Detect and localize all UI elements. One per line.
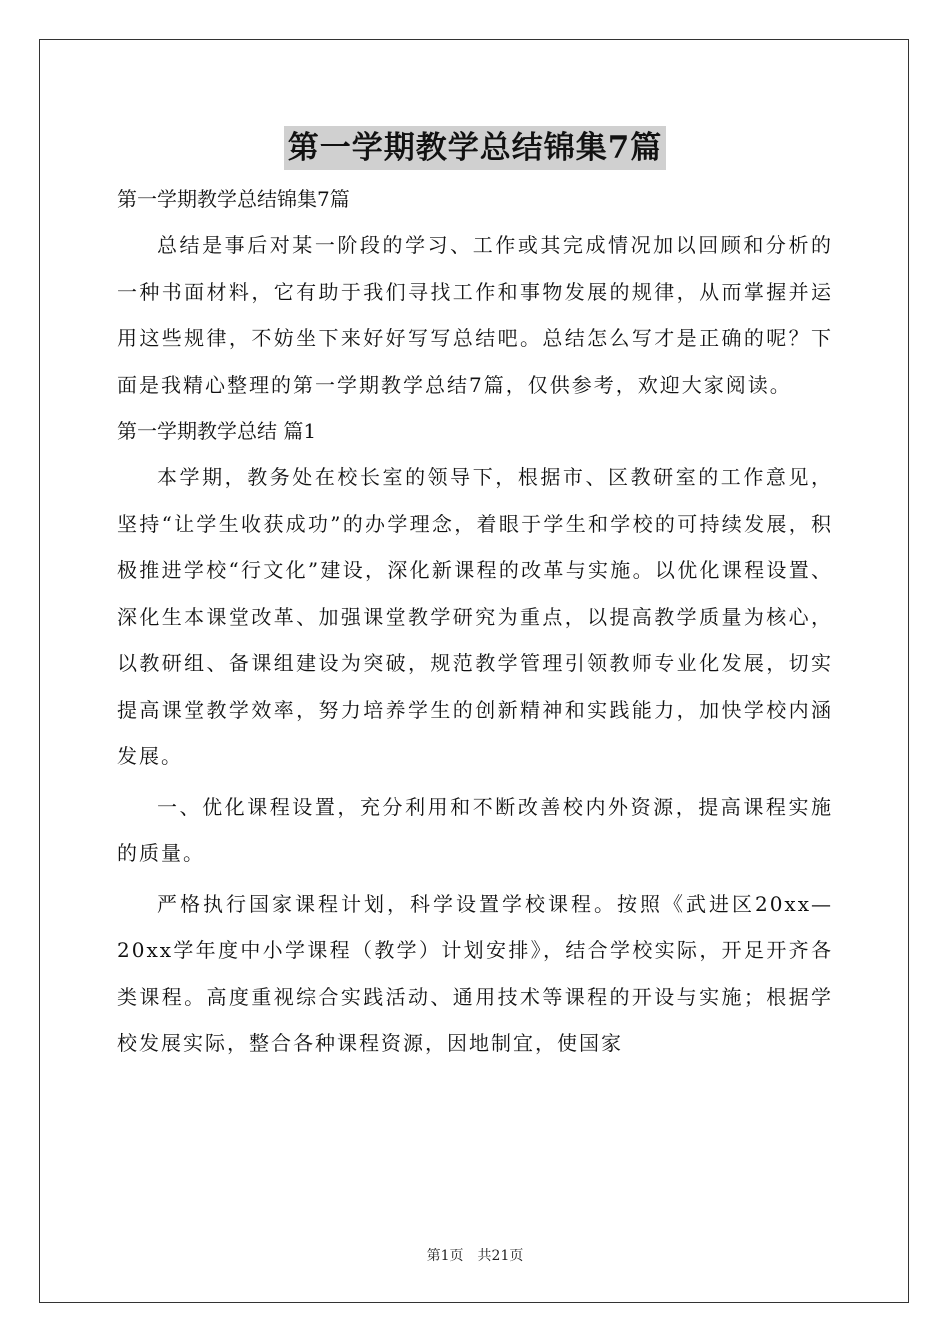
section-heading: 第一学期教学总结 篇1 (117, 419, 317, 443)
page-number-footer: 第1页 共21页 (426, 1248, 524, 1264)
intro-paragraph: 总结是事后对某一阶段的学习、工作或其完成情况加以回顾和分析的一种书面材料，它有助于我们寻找工作和事物发展的规律，从而掌握并运用这些规律，不妨坐下来好好写写总结吧。总结怎么写才是正确的呢？下面是我精心整理的第一学期教学总结7篇，仅供参考，欢迎大家阅读。 (117, 233, 833, 397)
body-paragraph: 一、优化课程设置，充分利用和不断改善校内外资源，提高课程实施的质量。 (117, 794, 833, 865)
document-subtitle: 第一学期教学总结锦集7篇 (117, 187, 350, 211)
document-body (117, 180, 833, 1067)
body-paragraph: 严格执行国家课程计划，科学设置学校课程。按照《武进区20xx—20xx学年度中小学课程（教学）计划安排》，结合学校实际，开足开齐各类课程。高度重视综合实践活动、通用技术等课程的开设与实施；根据学校发展实际，整合各种课程资源，因地制宜，使国家 (117, 891, 833, 1055)
body-paragraph: 本学期，教务处在校长室的领导下，根据市、区教研室的工作意见，坚持“让学生收获成功”的办学理念，着眼于学生和学校的可持续发展，积极推进学校“行文化”建设，深化新课程的改革与实施。以优化课程设置、深化生本课堂改革、加强课堂教学研究为重点，以提高教学质量为核心，以教研组、备课组建设为突破，规范教学管理引领教师专业化发展，切实提高课堂教学效率，努力培养学生的创新精神和实践能力，加快学校内涵发展。 (117, 465, 833, 768)
document-title: 第一学期教学总结锦集7篇 (284, 126, 667, 170)
title-area (0, 126, 950, 170)
